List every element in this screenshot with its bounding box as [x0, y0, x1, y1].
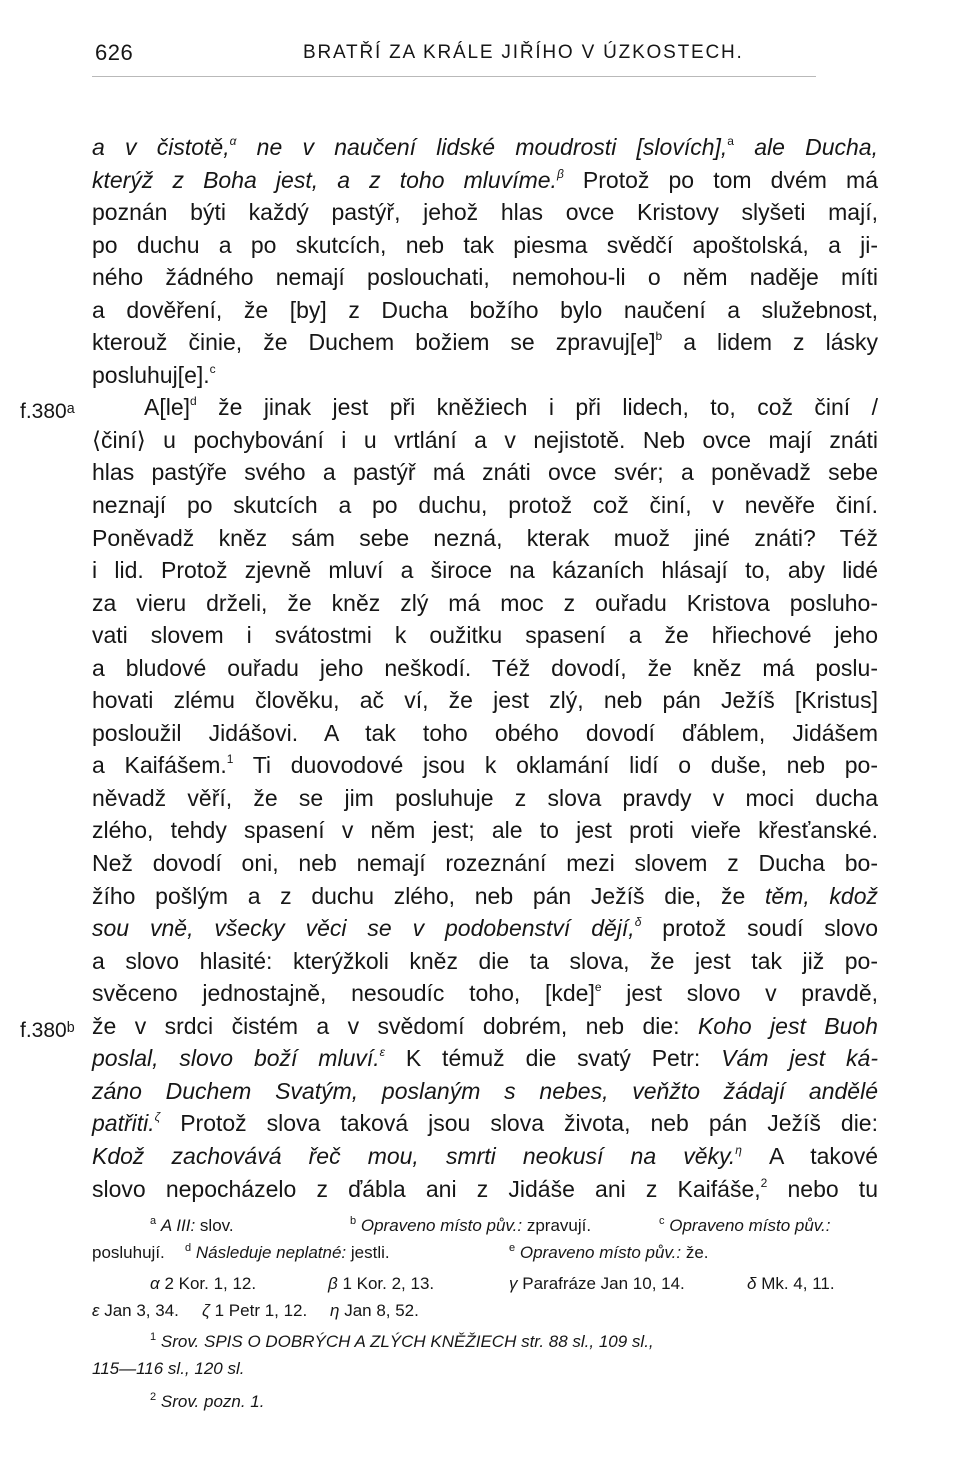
text-line: zlého, tehdy spasení v něm jest; ale to jest proti vieře křesťanské. — [92, 817, 878, 844]
text-line: a dověření, že [by] z Ducha božího bylo naučení a služebnost, — [92, 296, 878, 323]
text-line: za vieru drželi, že kněz zlý má moc z ouřadu Kristova posluho- — [92, 589, 878, 616]
text-line: hovati zlému člověku, ač ví, že jest zlý, neb pán Ježíš [Kristus] — [92, 687, 878, 714]
text-line: a slovo hlasité: kterýžkoli kněz die ta slova, že jest tak již po- — [92, 947, 878, 974]
text-line: svěceno jednostajně, nesoudíc toho, [kde]$^e$ jest slovo v pravdě, — [92, 980, 878, 1007]
text-line: záno Duchem Svatým, poslaným s nebes, veňžto žádají andělé — [92, 1077, 878, 1104]
text-line: posloužil Jidášovi. A tak toho obého dovodí ďáblem, Jidášem — [92, 719, 878, 746]
footnote-line: posluhují. $^d$ Následuje neplatné: jestli. $^e$ Opraveno místo pův.: že. — [92, 1242, 709, 1262]
text-line: že v srdci čistém a v svědomí dobrém, neb die: Koho jest Buoh — [92, 1012, 878, 1039]
text-line: hlas pastýře svého a pastýř má znáti ovce svér; a poněvadž sebe — [92, 459, 878, 486]
text-line: a v čistotě,$^\alpha$ ne v naučení lidské moudrosti [slovích],$^a$ ale Ducha, — [92, 134, 878, 160]
text-line: vati slovem i svátostmi k oužitku spasení a že hřiechové jeho — [92, 622, 878, 649]
text-line: Poněvadž kněz sám sebe nezná, kterak muož jiné znáti? Též — [92, 524, 878, 551]
footnote-line: $^a$ A III: slov. $^b$ Opraveno místo pův.: zpravují. $^c$ Opraveno místo pův.: — [150, 1215, 831, 1235]
text-line: neznají po skutcích a po duchu, protož což činí, v nevěře činí. — [92, 492, 878, 519]
text-line: i lid. Protož zjevně mluví a široce na kázaních hlásají to, aby lidé — [92, 557, 878, 584]
text-line: patřiti.$^\zeta$ Protož slova taková jsou slova života, neb pán Ježíš die: — [92, 1110, 878, 1137]
text-line: sou vně, všecky věci se v podobenství dějí,$^\delta$ protož soudí slovo — [92, 915, 878, 942]
page-header — [0, 40, 960, 70]
footnote-line: α 2 Kor. 1, 12. β 1 Kor. 2, 13. γ Parafráze Jan 10, 14. δ Mk. 4, 11. — [150, 1274, 835, 1293]
text-line: žího pošlým a z duchu zlého, neb pán Ježíš die, že těm, kdož — [92, 882, 878, 909]
text-line: posluhuj[e].$^c$ — [92, 361, 216, 388]
footnote-line: ε Jan 3, 34. ζ 1 Petr 1, 12. η Jan 8, 52. — [92, 1301, 419, 1320]
text-line: ⟨činí⟩ u pochybování i u vrtlání a v nejistotě. Neb ovce mají znáti — [92, 426, 878, 453]
text-line: Než dovodí oni, neb nemají rozeznání mezi slovem z Ducha bo- — [92, 850, 878, 877]
page-number: 626 — [95, 40, 134, 65]
text-line: kterýž z Boha jest, a z toho mluvíme.$^\beta$ Protož po tom dvém má — [92, 166, 878, 193]
text-line: Kdož zachovává řeč mou, smrti neokusí na věky.$^\eta$ A takové — [92, 1142, 878, 1169]
footnotes — [92, 1212, 878, 1415]
footnote-line: $^2$ Srov. pozn. 1. — [150, 1391, 265, 1411]
header-rule — [92, 76, 816, 77]
main-text — [92, 131, 878, 1205]
text-line: slovo nepocházelo z ďábla ani z Jidáše ani z Kaifáše,$^2$ nebo tu — [92, 1175, 878, 1202]
text-line: A[le]$^d$ že jinak jest při kněžiech i při lidech, to, což činí / — [144, 394, 878, 421]
margin-folio-380b: f.380ᵇ — [20, 1019, 75, 1042]
margin-folio-380a: f.380ᵃ — [20, 400, 75, 423]
text-line: ného žádného nemají poslouchati, nemohou-li o něm naděje míti — [92, 264, 878, 291]
text-line: a Kaifášem.$^1$ Ti duovodové jsou k oklamání lidí o duše, neb po- — [92, 752, 878, 779]
text-line: po duchu a po skutcích, neb tak piesma svědčí apoštolská, a ji- — [92, 231, 878, 258]
text-line: poznán býti každý pastýř, jehož hlas ovce Kristovy slyšeti mají, — [92, 199, 878, 226]
footnote-line: $^1$ Srov. SPIS O DOBRÝCH A ZLÝCH KNĚŽIECH str. 88 sl., 109 sl., — [150, 1331, 654, 1351]
text-line: a bludové ouřadu jeho neškodí. Též dovodí, že kněz má poslu- — [92, 654, 878, 681]
footnote-line: 115—116 sl., 120 sl. — [92, 1359, 245, 1378]
text-line: poslal, slovo boží mluví.$^\varepsilon$ K témuž die svatý Petr: Vám jest ká- — [92, 1045, 878, 1072]
text-line: něvadž věří, že se jim posluhuje z slova pravdy v moci ducha — [92, 784, 878, 811]
text-line: kterouž činie, že Duchem božiem se $zpravuj[e]^b$ a lidem z lásky — [92, 329, 879, 356]
running-head: BRATŘÍ ZA KRÁLE JIŘÍHO V ÚZKOSTECH. — [303, 42, 744, 63]
